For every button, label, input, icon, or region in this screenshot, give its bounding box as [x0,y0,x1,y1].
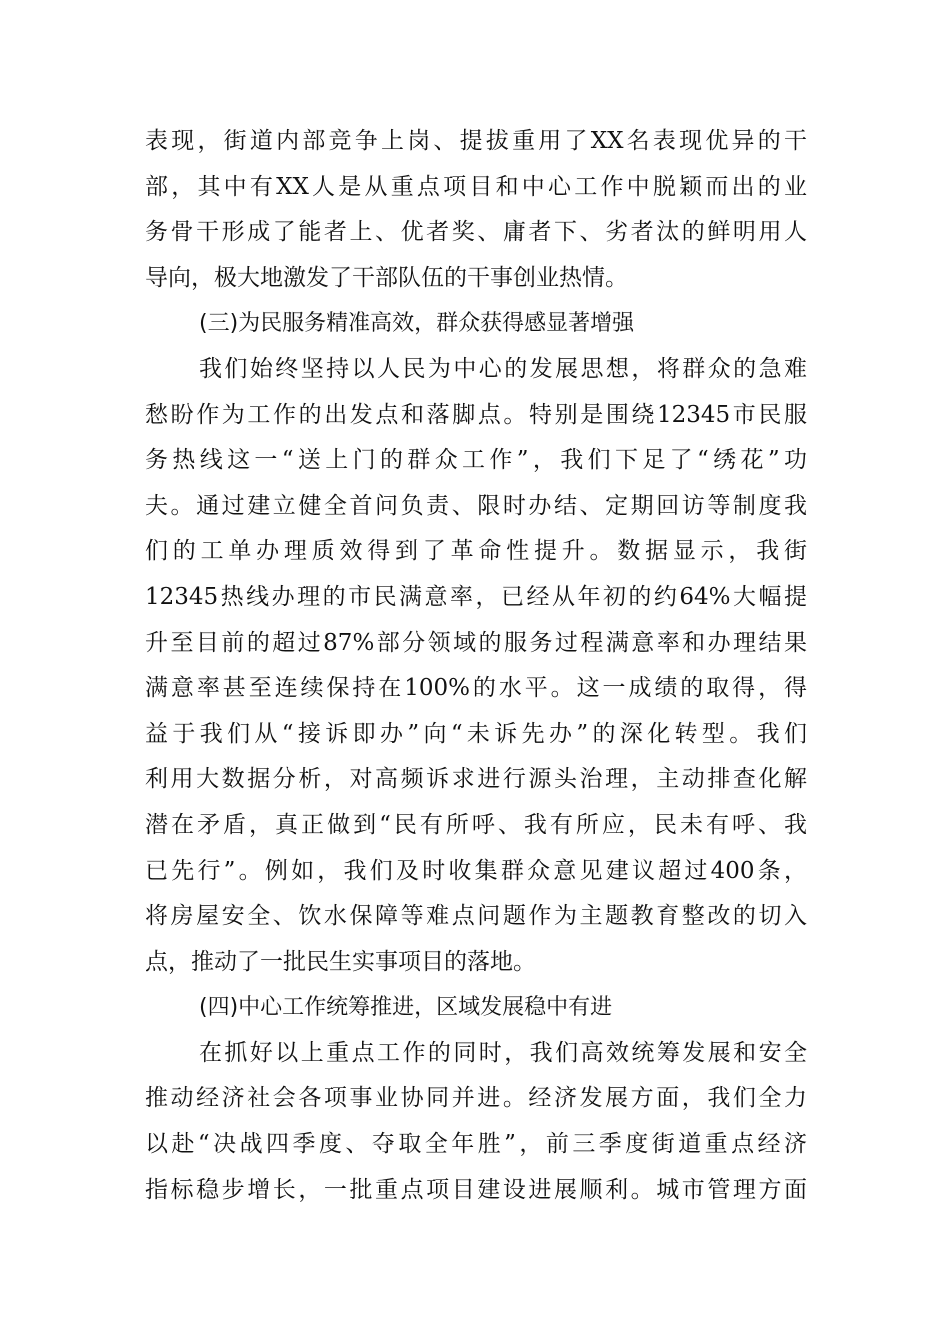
text-line: 益于我们从“接诉即办”向“未诉先办”的深化转型。我们 [145,720,807,747]
document-body [145,119,807,1213]
text-line: 12345热线办理的市民满意率，已经从年初的约64%大幅提 [145,583,807,610]
paragraph-first-line: 在抓好以上重点工作的同时，我们高效统筹发展和安全 [199,1039,807,1066]
text-line: 升至目前的超过87%部分领域的服务过程满意率和办理结果 [145,629,807,656]
text-line: 已先行”。例如，我们及时收集群众意见建议超过400条， [145,857,807,884]
text-line: 将房屋安全、饮水保障等难点问题作为主题教育整改的切入 [145,903,807,930]
text-line: 点，推动了一批民生实事项目的落地。 [145,948,536,975]
text-line: 利用大数据分析，对高频诉求进行源头治理，主动排查化解 [145,766,807,793]
section-heading-3: (三)为民服务精准高效，群众获得感显著增强 [199,311,635,337]
text-line: 导向，极大地激发了干部队伍的干事创业热情。 [145,264,628,291]
text-line: 以赴“决战四季度、夺取全年胜”，前三季度街道重点经济 [145,1131,807,1158]
text-line: 潜在矛盾，真正做到“民有所呼、我有所应，民未有呼、我 [145,811,807,838]
text-line: 夫。通过建立健全首问负责、限时办结、定期回访等制度我 [145,492,807,519]
text-line: 满意率甚至连续保持在100%的水平。这一成绩的取得，得 [145,675,807,702]
text-line: 表现，街道内部竞争上岗、提拔重用了XX名表现优异的干 [145,128,807,154]
text-line: 指标稳步增长，一批重点项目建设进展顺利。城市管理方面 [145,1176,807,1203]
text-line: 们的工单办理质效得到了革命性提升。数据显示，我街 [145,538,807,565]
text-line: 部，其中有XX人是从重点项目和中心工作中脱颖而出的业 [145,173,807,200]
text-line: 愁盼作为工作的出发点和落脚点。特别是围绕12345市民服 [145,401,807,428]
text-line: 推动经济社会各项事业协同并进。经济发展方面，我们全力 [145,1085,807,1112]
section-heading-4: (四)中心工作统筹推进，区域发展稳中有进 [199,995,613,1021]
text-line: 务骨干形成了能者上、优者奖、庸者下、劣者汰的鲜明用人 [145,219,807,246]
text-line: 务热线这一“送上门的群众工作”，我们下足了“绣花”功 [145,447,807,474]
paragraph-first-line: 我们始终坚持以人民为中心的发展思想，将群众的急难 [199,355,807,382]
